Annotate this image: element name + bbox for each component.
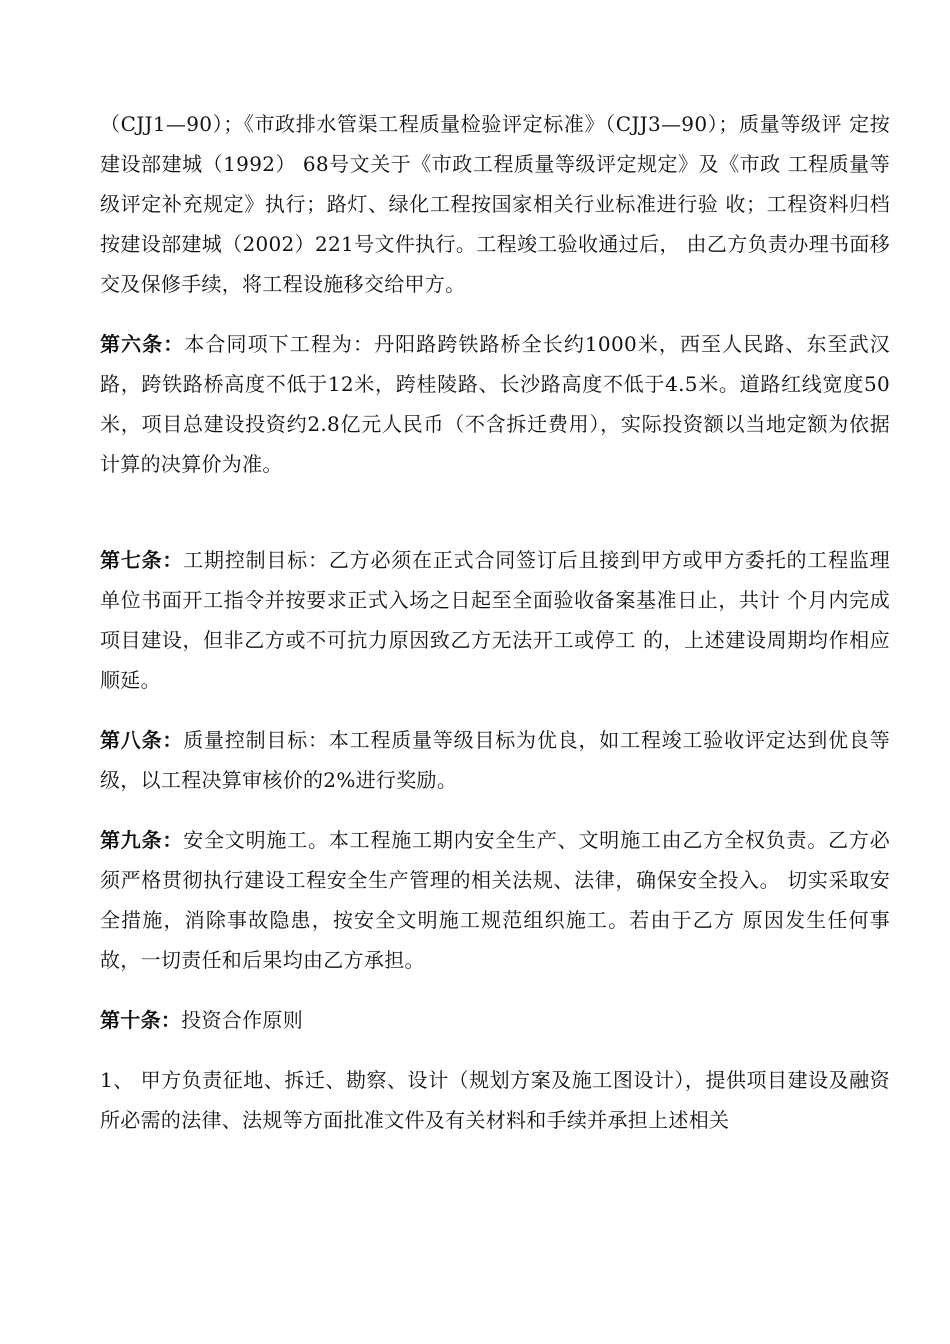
article-10-item-1-text: 1、 甲方负责征地、拆迁、勘察、设计（规划方案及施工图设计），提供项目建设及融资所必需的法律、法规等方面批准文件及有关材料和手续并承担上述相关: [100, 1068, 890, 1132]
article-10-item-1: [100, 1060, 890, 1140]
article-6-label: 第六条：: [100, 332, 185, 356]
article-9: [100, 820, 890, 980]
article-10-label: 第十条：: [100, 1008, 182, 1032]
article-8: [100, 720, 890, 800]
article-7-label: 第七条：: [100, 548, 184, 572]
article-9-label: 第九条：: [100, 828, 184, 852]
article-6-text: 本合同项下工程为：丹阳路跨铁路桥全长约1000米，西至人民路、东至武汉路，跨铁路桥高度不低于12米，跨桂陵路、长沙路高度不低于4.5米。道路红线宽度50米，项目总建设投资约2.8亿元人民币（不含拆迁费用），实际投资额以当地定额为依据计算的决算价为准。: [100, 332, 891, 476]
paragraph-quality-standards: [100, 104, 890, 304]
article-7: [100, 540, 890, 700]
article-7-text: 工期控制目标：乙方必须在正式合同签订后且接到甲方或甲方委托的工程监理单位书面开工指令并按要求正式入场之日起至全面验收备案基准日止，共计 个月内完成项目建设，但非乙方或不可抗力原因致乙方无法开工或停工 的，上述建设周期均作相应顺延。: [100, 548, 891, 692]
article-10-text: 投资合作原则: [181, 1008, 304, 1032]
document-page: [100, 104, 890, 1140]
article-8-label: 第八条：: [100, 728, 184, 752]
paragraph-text: （CJJ1—90）；《市政排水管渠工程质量检验评定标准》（CJJ3—90）；质量等级评 定按建设部建城（1992） 68号文关于《市政工程质量等级评定规定》及《市政 工程质量等级评定补充规定》执行；路灯、绿化工程按国家相关行业标准进行验 收；工程资料归档按建设部建城（2002）221号文件执行。工程竣工验收通过后， 由乙方负责办理书面移交及保修手续，将工程设施移交给甲方。: [100, 112, 890, 296]
article-9-text: 安全文明施工。本工程施工期内安全生产、文明施工由乙方全权负责。乙方必须严格贯彻执行建设工程安全生产管理的相关法规、法律，确保安全投入。 切实采取安全措施，消除事故隐患，按安全文明施工规范组织施工。若由于乙方 原因发生任何事故，一切责任和后果均由乙方承担。: [100, 828, 891, 972]
article-6: [100, 324, 890, 484]
article-8-text: 质量控制目标：本工程质量等级目标为优良，如工程竣工验收评定达到优良等级，以工程决算审核价的2%进行奖励。: [100, 728, 891, 792]
article-10: [100, 1000, 890, 1040]
